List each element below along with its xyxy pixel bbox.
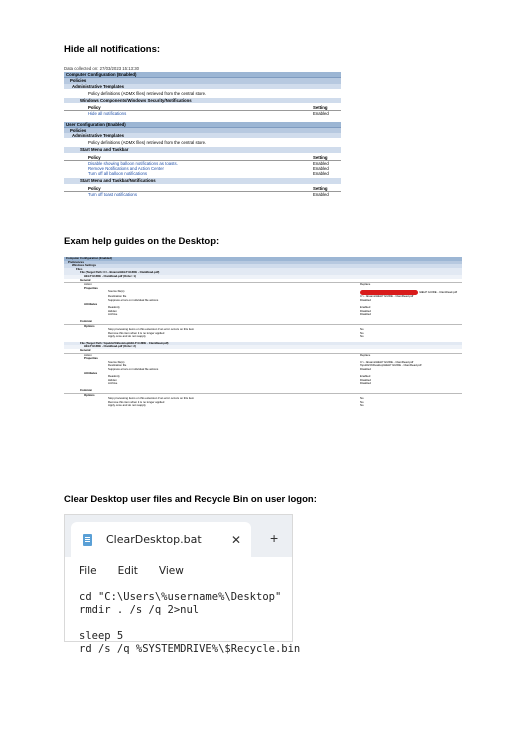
menu-edit[interactable]: Edit [117, 565, 138, 577]
notepad-file-icon [83, 534, 92, 546]
gpo-report-notifications [64, 66, 341, 197]
heading-clear-desktop: Clear Desktop user files and Recycle Bin on user logon: [64, 494, 317, 505]
windows-settings-header[interactable]: Windows Settings [64, 264, 462, 268]
options-label: Options [84, 323, 95, 328]
options-label: Options [84, 392, 95, 397]
user-config-header[interactable]: User Configuration (Enabled) [64, 122, 341, 128]
table-row: Stop processing items on this extension if an error occurs on this item No [108, 327, 364, 332]
table-row: Suppress errors on individual file actions Disabled [108, 367, 371, 372]
table-row: Disable showing balloon notifications as toasts. Enabled [88, 160, 329, 166]
start-menu-header[interactable]: Start Menu and Taskbar [64, 147, 341, 152]
preferences-header[interactable]: Preferences [64, 261, 462, 265]
file2-name-header[interactable]: HELP GUIDE - ClamRead.pdf (Order: 2) [64, 345, 462, 349]
computer-config-header[interactable]: Computer Configuration (Enabled) [64, 72, 341, 78]
data-collected: Data collected on: 27/03/2023 15:13:30 [64, 66, 140, 71]
table-row: Source file(s) C:\...\Exams\HELP GUIDE - ClamRead.pdf [108, 359, 414, 364]
policy-definitions-note-2: Policy definitions (ADMX files) retrieved from the central store. [88, 140, 207, 146]
table-header: Policy Setting [64, 155, 341, 161]
table-row: Destination file %public%\Desktop\HELP GUIDE - ClamRead.pdf [108, 363, 422, 368]
menu-bar [65, 557, 292, 579]
properties-label: Properties [84, 356, 98, 361]
file1-name-header[interactable]: HELP GUIDE - ClamRead.pdf (Order: 1) [64, 275, 462, 279]
table-row: Destination file C:\...\Exams\HELP GUIDE - ClamRead.pdf [108, 294, 414, 299]
table-row: Hide all notifications Enabled [88, 111, 329, 117]
policy-link[interactable]: Remove Notifications and Action Center [88, 166, 164, 172]
tab-cleardesktop[interactable] [71, 522, 251, 557]
properties-label: Properties [84, 285, 98, 290]
menu-file[interactable]: File [79, 565, 97, 577]
table-row: Archive Disabled [108, 312, 371, 317]
table-header: Policy Setting [64, 105, 341, 111]
general-section: General [64, 279, 462, 284]
plus-icon[interactable]: + [270, 530, 279, 546]
menu-view[interactable]: View [158, 565, 184, 577]
file1-target-header[interactable]: File (Target Path: C:\...\Exams\HELP GUIDE - ClamRead.pdf) [64, 271, 462, 275]
table-row: Hidden Disabled [108, 308, 371, 313]
policy-link[interactable]: Hide all notifications [88, 111, 127, 117]
computer-config-header[interactable]: Computer Configuration (Enabled) [64, 257, 462, 261]
notepad-window [64, 514, 301, 655]
attributes-label: Attributes [84, 301, 98, 306]
policies-header[interactable]: Policies [64, 78, 341, 83]
table-row: Remove this item when it is no longer applied No [108, 399, 364, 404]
table-row: Readonly Enabled [108, 305, 371, 310]
policy-definitions-note: Policy definitions (ADMX files) retrieved from the central store. [88, 90, 207, 96]
table-header: Policy Setting [64, 186, 341, 192]
files-header[interactable]: Files [64, 268, 462, 272]
general-section: General [64, 349, 462, 354]
policies-header-2[interactable]: Policies [64, 128, 341, 133]
table-row: Action Replace [84, 352, 371, 357]
common-section: Common [64, 389, 462, 394]
table-row: Suppress errors on individual file actions Disabled [108, 297, 371, 302]
policy-link[interactable]: Turn off all balloon notifications [88, 171, 147, 177]
table-row: Remove this item when it is no longer applied No [108, 330, 364, 335]
admin-templates-header[interactable]: Administrative Templates [64, 84, 341, 89]
table-row: Apply once and do not reapply No [108, 403, 364, 408]
table-row: Apply once and do not reapply No [108, 334, 364, 339]
table-row: Hidden Disabled [108, 377, 371, 382]
policy-link[interactable]: Turn off toast notifications [88, 191, 137, 197]
tab-title: ClearDesktop.bat [106, 533, 202, 546]
table-row: Source file(s) \HELP GUIDE - ClamRead.pdf [108, 289, 458, 295]
heading-exam-help-guides: Exam help guides on the Desktop: [64, 236, 220, 247]
attributes-label: Attributes [84, 370, 98, 375]
admin-templates-header-2[interactable]: Administrative Templates [64, 133, 341, 138]
editor-text[interactable]: cd "C:\Users\%username%\Desktop" rmdir . /s /q 2>nul sleep 5 rd /s /q %SYSTEMDRIVE%\$Recycle.bin [79, 591, 301, 655]
table-row: Action Replace [84, 282, 371, 287]
file2-target-header[interactable]: File (Target Path: %public%\Desktop\HELP GUIDE - ClamRead.pdf) [64, 342, 462, 346]
policy-link[interactable]: Disable showing balloon notifications as toasts. [88, 160, 178, 166]
gpo-report-files [64, 257, 462, 408]
tab-bar [65, 515, 292, 557]
table-row: Stop processing items on this extension if an error occurs on this item No [108, 396, 364, 401]
table-row: Turn off toast notifications Enabled [88, 191, 329, 197]
heading-hide-notifications: Hide all notifications: [64, 44, 161, 55]
table-row: Archive Disabled [108, 381, 371, 386]
windows-components-header[interactable]: Windows Components/Windows Security/Notifications [64, 98, 341, 103]
common-section: Common [64, 320, 462, 325]
table-row: Readonly Enabled [108, 374, 371, 379]
table-row: Remove Notifications and Action Center Enabled [88, 166, 329, 172]
start-menu-notifications-header[interactable]: Start Menu and Taskbar/Notifications [64, 178, 341, 183]
table-row: Turn off all balloon notifications Enabled [88, 171, 329, 177]
close-icon[interactable]: ✕ [230, 532, 241, 547]
